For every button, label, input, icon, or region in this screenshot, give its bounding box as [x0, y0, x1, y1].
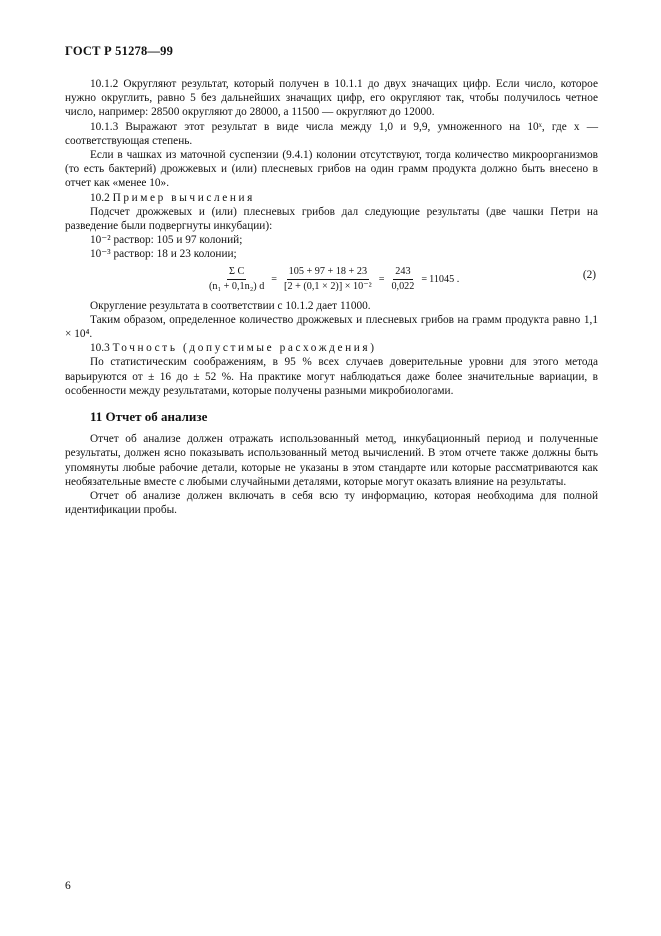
fraction-general-denominator: (n₁ + 0,1n₂) d [209, 281, 265, 293]
equals-sign: = [421, 273, 428, 285]
formula-2 [65, 265, 598, 295]
paragraph-conclusion: Таким образом, определенное количество дрожжевых и плесневых грибов на грамм продукта равно 1,1 × 10⁴. [65, 313, 598, 341]
paragraph-report-1: Отчет об анализе должен отражать использованный метод, инкубационный период и полученные результаты, должен ясно показывать использованный метод вычислений. В этом отчете также должны быть упомянуты любые рабочие детали, которые не указаны в этом стандарте или которые рассматриваются как необязательные вместе с любыми случайными деталями, которые могут оказать влияние на результаты. [65, 433, 598, 488]
page-number: 6 [65, 880, 71, 892]
subsection-10-3-heading [65, 341, 598, 355]
formula-result: 11045 . [429, 273, 460, 285]
fraction-general [207, 266, 266, 293]
paragraph-10-1-3: 10.1.3 Выражают этот результат в виде числа между 1,0 и 9,9, умноженного на 10ˣ, где x — соответствующая степень. [65, 120, 598, 147]
paragraph-no-colonies: Если в чашках из маточной суспензии (9.4.1) колонии отсутствуют, тогда количество микроорганизмов (то есть бактерий) дрожжевых и (или) плесневых грибов на один грамм продукта должно быть внесено в отчет как «менее 10». [65, 149, 598, 190]
subsection-title: Пример вычисления [112, 191, 255, 204]
dilution-2-line: 10⁻³ раствор: 18 и 23 колонии; [90, 248, 237, 261]
paragraph-rounding: Округление результата в соответствии с 10.1.2 дает 11000. [90, 299, 371, 312]
dilution-1-line: 10⁻² раствор: 105 и 97 колоний; [90, 234, 243, 247]
equals-sign: = [378, 273, 385, 285]
paragraph-example-intro: Подсчет дрожжевых и (или) плесневых грибов дал следующие результаты (две чашки Петри на разведение были подвергнуты инкубации): [65, 205, 598, 233]
fraction-general-numerator: Σ C [227, 266, 246, 280]
fraction-substituted-denominator: [2 + (0,1 × 2)] × 10⁻² [284, 281, 372, 293]
formula-expression [204, 265, 459, 295]
subsection-title: Точность (допустимые расхождения) [112, 342, 377, 355]
equation-number: (2) [582, 268, 596, 281]
fraction-simplified [389, 266, 416, 293]
fraction-simplified-numerator: 243 [393, 266, 412, 280]
document-body [65, 77, 598, 517]
document-header: ГОСТ Р 51278—99 [65, 44, 174, 58]
paragraph-precision: По статистическим соображениям, в 95 % всех случаев доверительные уровни для этого метода варьируются от ± 16 до ± 52 %. На практике могут наблюдаться даже более значительные вариации, в особенности между результатами, которые получены разными микробиологами. [65, 356, 598, 397]
fraction-simplified-denominator: 0,022 [391, 281, 415, 293]
subsection-number: 10.2 [90, 191, 110, 204]
subsection-number: 10.3 [90, 342, 110, 355]
fraction-substituted-numerator: 105 + 97 + 18 + 23 [287, 266, 369, 280]
fraction-substituted [282, 266, 374, 293]
section-11-heading: 11 Отчет об анализе [90, 409, 208, 425]
subsection-10-2-heading [65, 191, 598, 205]
paragraph-10-1-2: 10.1.2 Округляют результат, который получен в 10.1.1 до двух значащих цифр. Если число, которое нужно округлить, равно 5 без дальнейших значащих цифр, его округляют так, чтобы получилось четное число, например: 28500 округляют до 28000, а 11500 — округляют до 12000. [65, 78, 598, 119]
paragraph-report-2: Отчет об анализе должен включать в себя всю ту информацию, которая необходима для полной идентификации пробы. [65, 490, 598, 517]
equals-sign: = [271, 273, 278, 285]
